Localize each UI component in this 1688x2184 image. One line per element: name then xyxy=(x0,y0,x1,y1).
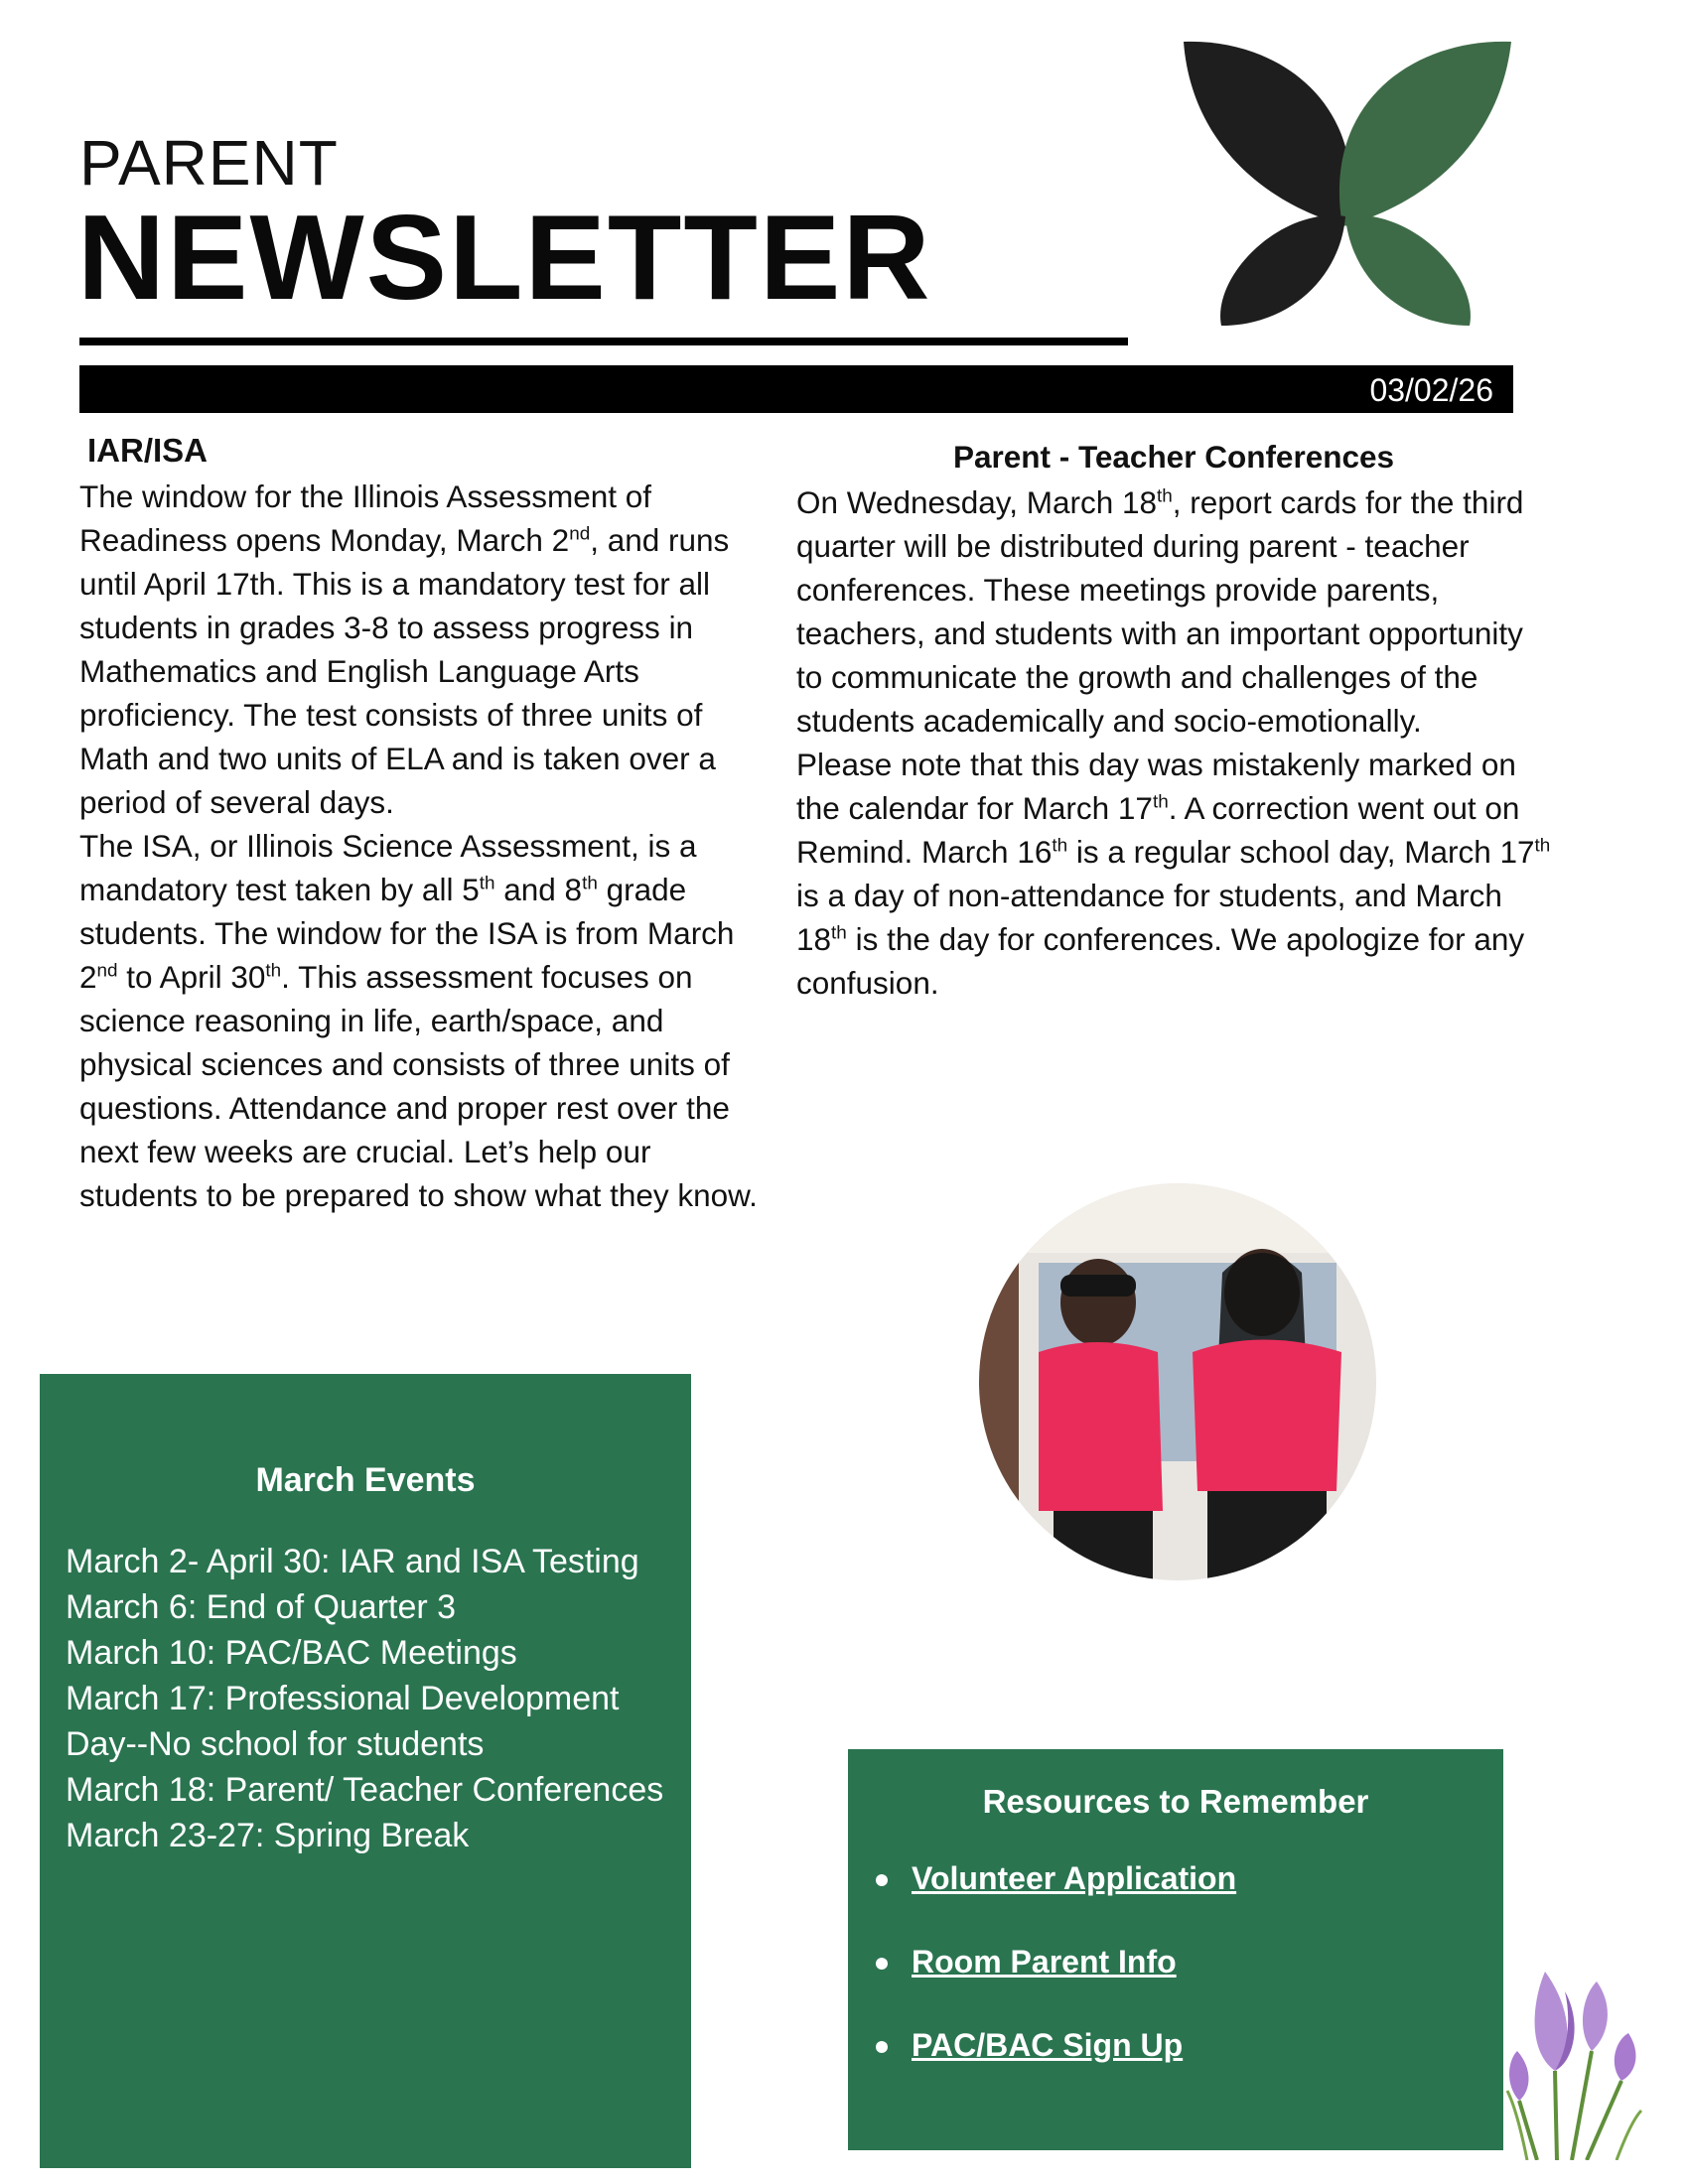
bullet-icon xyxy=(876,2041,888,2053)
header-rule xyxy=(79,338,1128,345)
issue-date: 03/02/26 xyxy=(1369,372,1493,408)
resource-item xyxy=(872,1944,1236,2027)
resource-item xyxy=(872,2027,1236,2111)
conferences-heading: Parent - Teacher Conferences xyxy=(952,439,1395,475)
event-item: March 23-27: Spring Break xyxy=(66,1817,470,1854)
title-small: PARENT xyxy=(79,127,339,199)
correction-paragraph: Please note that this day was mistakenly marked on the calendar for March 17th. A correction went out on Remind. March 16th is a regular school day, March 17th is a day of non-attendance for students, and March 18th is the day for conferences. We apologize for any confusion. xyxy=(796,747,1551,1001)
isa-paragraph: The ISA, or Illinois Science Assessment, is a mandatory test taken by all 5th and 8th grade students. The window for the ISA is from March 2nd to April 30th. This assessment focuses on science reasoning in life, earth/space, and physical sciences and consists of three units of questions. Attendance and proper rest over the next few weeks are crucial. Let’s help our students to be prepared to show what they know. xyxy=(79,828,758,1213)
pac-bac-signup-link[interactable]: PAC/BAC Sign Up xyxy=(912,2027,1184,2063)
bullet-icon xyxy=(876,1874,888,1886)
event-item: March 10: PAC/BAC Meetings xyxy=(66,1634,517,1672)
page-title: NEWSLETTER xyxy=(77,190,932,325)
conferences-section xyxy=(796,435,1551,1005)
crocus-flower-icon xyxy=(1497,1962,1646,2160)
conferences-paragraph: On Wednesday, March 18th, report cards for the third quarter will be distributed during parent - teacher conferences. These meetings provide parents, teachers, and students with an important opportunity to communicate the growth and challenges of the students academically and socio-emotionally. xyxy=(796,484,1524,739)
march-events-box xyxy=(40,1374,691,2168)
march-events-list xyxy=(66,1539,671,1858)
bullet-icon xyxy=(876,1958,888,1970)
march-events-title: March Events xyxy=(255,1461,476,1499)
students-photo xyxy=(979,1183,1376,1580)
butterfly-logo-icon xyxy=(1172,38,1519,336)
resource-item xyxy=(872,1860,1236,1944)
date-bar xyxy=(79,365,1513,413)
iar-paragraph: The window for the Illinois Assessment of Readiness opens Monday, March 2nd, and runs until April 17th. This is a mandatory test for all students in grades 3-8 to assess progress in Mathematics and English Language Arts proficiency. The test consists of three units of Math and two units of ELA and is taken over a period of several days. xyxy=(79,478,730,820)
room-parent-info-link[interactable]: Room Parent Info xyxy=(912,1944,1177,1979)
resources-box xyxy=(848,1749,1503,2150)
event-item: March 6: End of Quarter 3 xyxy=(66,1588,457,1626)
event-item: March 18: Parent/ Teacher Conferences xyxy=(66,1771,664,1809)
event-item: March 17: Professional Development Day--No school for students xyxy=(66,1680,620,1763)
iar-isa-heading: IAR/ISA xyxy=(87,432,209,469)
resources-list xyxy=(872,1860,1236,2111)
resources-title: Resources to Remember xyxy=(982,1783,1369,1820)
volunteer-application-link[interactable]: Volunteer Application xyxy=(912,1860,1237,1896)
iar-isa-section xyxy=(79,429,765,1217)
event-item: March 2- April 30: IAR and ISA Testing xyxy=(66,1543,639,1580)
